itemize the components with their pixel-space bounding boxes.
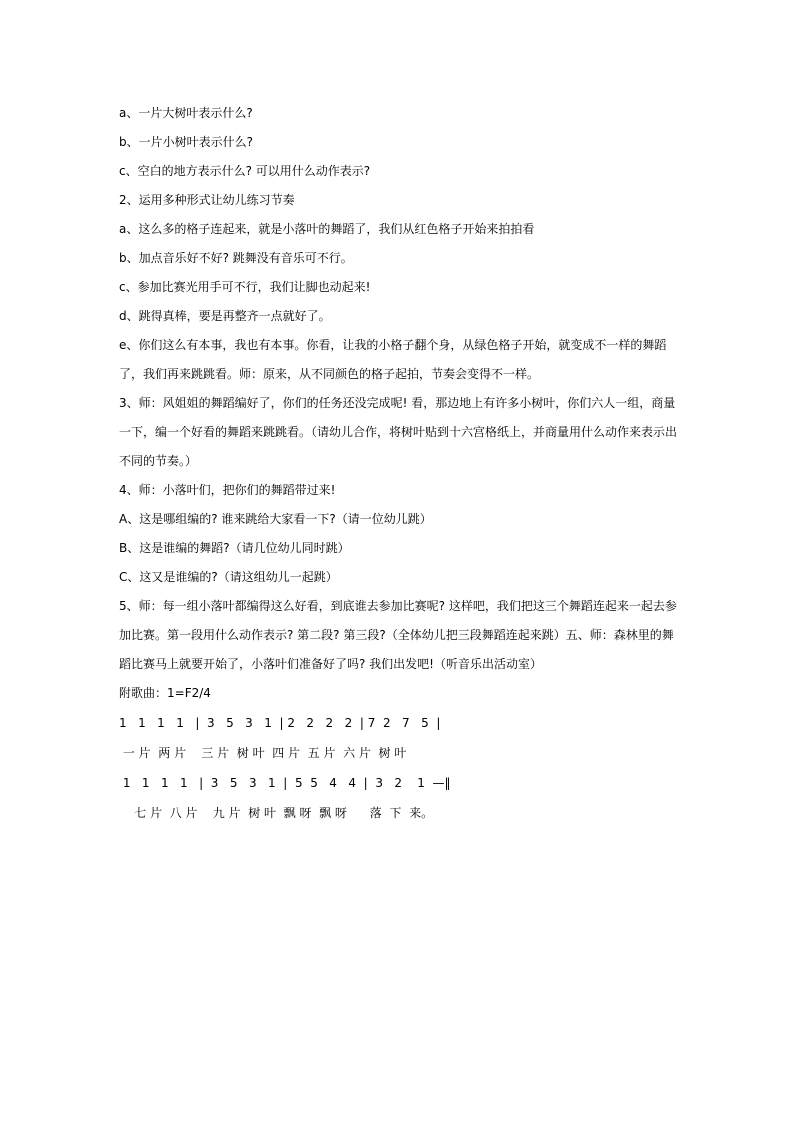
document-body <box>119 99 679 828</box>
step-c: c、参加比赛光用手可不行，我们让脚也动起来! <box>119 280 371 294</box>
section-3: 3、师：风姐姐的舞蹈编好了，你们的任务还没完成呢! 看，那边地上有许多小树叶，你们六人一组，商量一下，编一个好看的舞蹈来跳跳看。（请幼儿合作，将树叶贴到十六宫格纸上，并商量用什么动作来表示出不同的节奏。） <box>119 396 678 468</box>
song-lyrics-line-1: 一 片 两 片 三 片 树 叶 四 片 五 片 六 片 树 叶 <box>119 746 407 760</box>
item-B: B、这是谁编的舞蹈?（请几位幼儿同时跳） <box>119 541 350 555</box>
question-b: b、一片小树叶表示什么? <box>119 135 253 149</box>
step-a: a、这么多的格子连起来，就是小落叶的舞蹈了，我们从红色格子开始来拍拍看 <box>119 222 535 236</box>
step-d: d、跳得真棒，要是再整齐一点就好了。 <box>119 309 331 323</box>
question-a: a、一片大树叶表示什么? <box>119 106 253 120</box>
step-b: b、加点音乐好不好? 跳舞没有音乐可不行。 <box>119 251 353 265</box>
step-e: e、你们这么有本事，我也有本事。你看，让我的小格子翻个身，从绿色格子开始，就变成不一样的舞蹈了，我们再来跳跳看。师：原来，从不同颜色的格子起拍，节奏会变得不一样。 <box>119 338 667 381</box>
song-notation-line-2: 1 1 1 1 | 3 5 3 1 | 5 5 4 4 | 3 2 1 —‖ <box>119 776 451 790</box>
section-5: 5、师：每一组小落叶都编得这么好看，到底谁去参加比赛呢? 这样吧，我们把这三个舞蹈连起来一起去参加比赛。第一段用什么动作表示? 第二段? 第三段?（全体幼儿把三段舞蹈连起来跳）五、师：森林里的舞蹈比赛马上就要开始了，小落叶们准备好了吗? 我们出发吧!（听音乐出活动室） <box>119 599 677 671</box>
song-notation-line-1: 1 1 1 1 | 3 5 3 1 | 2 2 2 2 | 7 2 7 5 | <box>119 716 441 730</box>
question-c: c、空白的地方表示什么? 可以用什么动作表示? <box>119 164 371 178</box>
item-C: C、这又是谁编的?（请这组幼儿一起跳） <box>119 570 338 584</box>
item-A: A、这是哪组编的? 谁来跳给大家看一下?（请一位幼儿跳） <box>119 512 432 526</box>
section-2-heading: 2、运用多种形式让幼儿练习节奏 <box>119 193 295 207</box>
song-heading: 附歌曲：1=F2/4 <box>119 686 211 700</box>
song-lyrics-line-2: 七 片 八 片 九 片 树 叶 飘 呀 飘 呀 落 下 来。 <box>119 806 434 820</box>
section-4: 4、师：小落叶们，把你们的舞蹈带过来! <box>119 483 336 497</box>
